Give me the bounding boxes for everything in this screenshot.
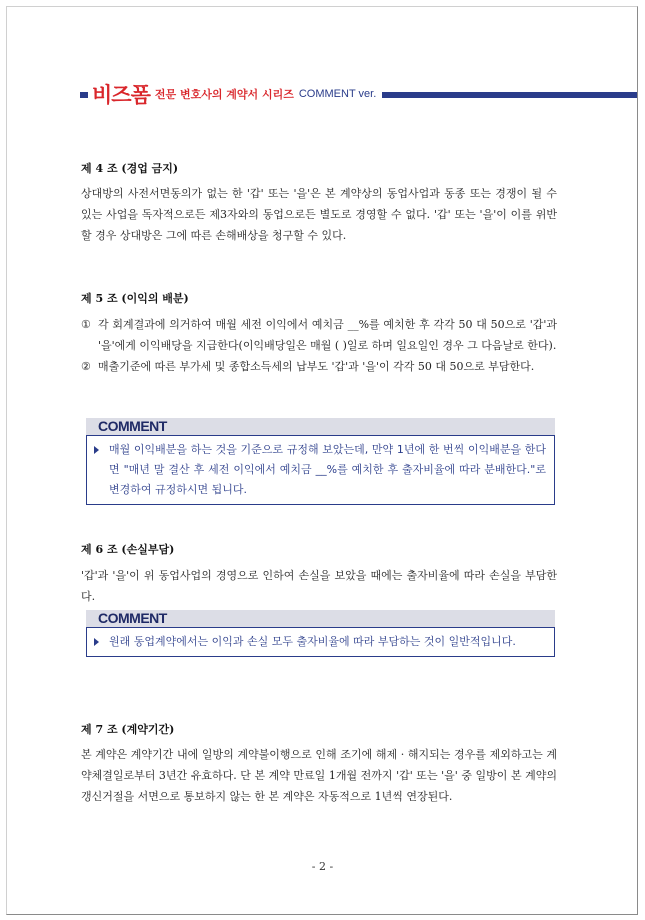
comment-label: COMMENT (86, 418, 555, 435)
clause-item (81, 314, 557, 356)
article-title: 제 6 조 (손실부담) (81, 543, 175, 556)
clause-text: 매출기준에 따른 부가세 및 종합소득세의 납부도 '갑'과 '을'이 각각 50 대 50으로 부담한다. (98, 360, 535, 373)
bullet-triangle-icon (94, 446, 99, 454)
brand-logo: 비즈폼 (92, 83, 150, 107)
comment-box-article-6 (86, 610, 555, 657)
comment-text: 매월 이익배분을 하는 것을 기준으로 규정해 보았는데, 만약 1년에 한 번씩 이익배분을 한다면 "매년 말 결산 후 세전 이익에서 예치금 __%를 예치한 후 출자비율에 따라 분배한다."로 변경하여 규정하시면 됩니다. (109, 443, 546, 496)
clause-number: ② (81, 360, 91, 373)
article-6 (81, 542, 557, 558)
comment-content (86, 627, 555, 657)
article-text: 본 계약은 계약기간 내에 일방의 계약불이행으로 인해 조기에 해제 · 해지되는 경우를 제외하고는 계약체결일로부터 3년간 유효하다. 단 본 계약 만료일 1개월 전까지 '갑' 또는 '을' 중 일방이 본 계약의 갱신거절을 서면으로 통보하지 않는 한 본 계약은 자동적으로 1년씩 연장된다. (81, 748, 557, 803)
comment-label: COMMENT (86, 610, 555, 627)
article-title: 제 5 조 (이익의 배분) (81, 292, 189, 305)
article-text: 상대방의 사전서면동의가 없는 한 '갑' 또는 '을'은 본 계약상의 동업사업과 동종 또는 경쟁이 될 수 있는 사업을 독자적으로든 제3자와의 동업으로든 별도로 경영할 수 없다. '갑' 또는 '을'이 이를 위반할 경우 상대방은 그에 따른 손해배상을 청구할 수 있다. (81, 187, 557, 242)
article-5-body (81, 314, 557, 377)
series-header (80, 79, 637, 109)
header-label (88, 79, 382, 109)
clause-number: ① (81, 318, 91, 331)
article-5 (81, 291, 557, 307)
article-4-body (81, 183, 557, 246)
article-title: 제 4 조 (경업 금지) (81, 162, 179, 175)
comment-box-article-5 (86, 418, 555, 505)
article-4 (81, 161, 557, 177)
series-title: 전문 변호사의 계약서 시리즈 (154, 88, 294, 101)
clause-item (81, 356, 557, 377)
series-version: COMMENT ver. (298, 88, 377, 100)
page-number: - 2 - (311, 860, 334, 873)
article-7 (81, 722, 557, 738)
comment-content (86, 435, 555, 505)
article-text: '갑'과 '을'이 위 동업사업의 경영으로 인하여 손실을 보았을 때에는 출자비율에 따라 손실을 부담한다. (81, 569, 557, 603)
bullet-triangle-icon (94, 638, 99, 646)
article-title: 제 7 조 (계약기간) (81, 723, 175, 736)
comment-text: 원래 동업계약에서는 이익과 손실 모두 출자비율에 따라 부담하는 것이 일반적입니다. (109, 635, 516, 648)
clause-text: 각 회계결과에 의거하여 매월 세전 이익에서 예치금 __%를 예치한 후 각각 50 대 50으로 '갑'과 '을'에게 이익배당을 지급한다(이익배당일은 매월 ( )일로 하며 일요일인 경우 그 다음날로 한다). (98, 318, 557, 352)
article-7-body (81, 744, 557, 807)
article-6-body (81, 565, 557, 607)
